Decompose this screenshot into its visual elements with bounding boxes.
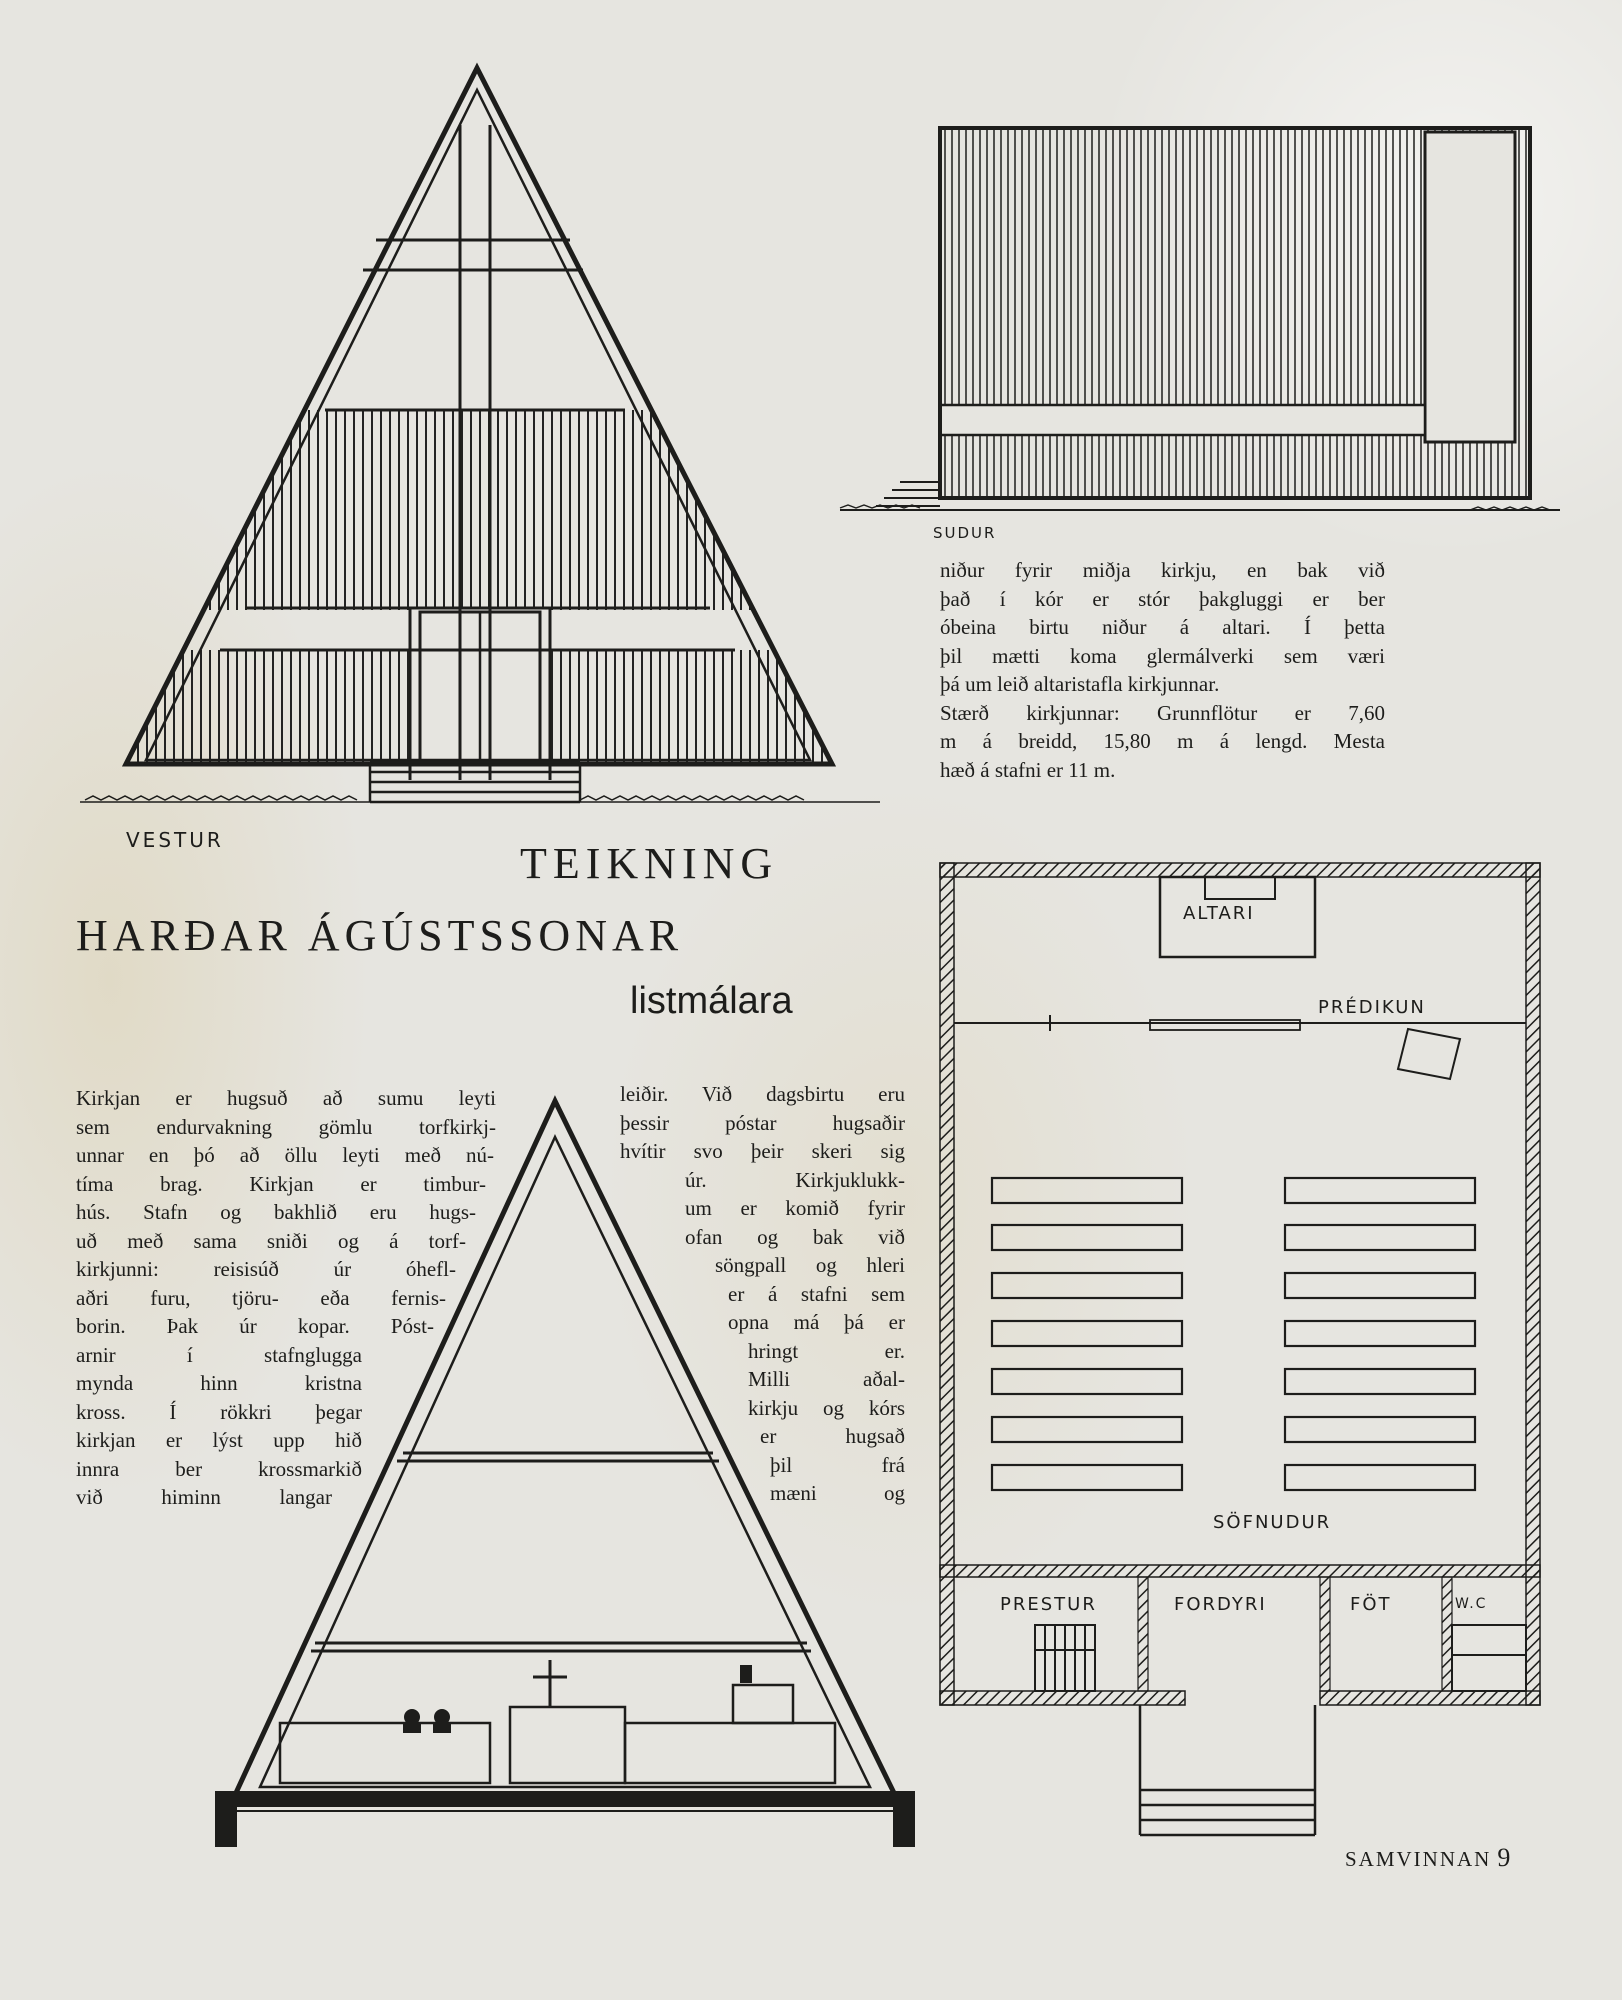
- text-line: aðri furu, tjöru- eða fernis-: [76, 1285, 446, 1310]
- title-line-2: HARÐAR ÁGÚSTSSONAR: [76, 911, 684, 960]
- text-line: er á stafni sem: [728, 1281, 905, 1306]
- text-line: uð með sama sniði og á torf-: [76, 1228, 466, 1253]
- text-line: hvítir svo þeir skeri sig: [620, 1139, 905, 1163]
- plan-label-fordyri: FORDYRI: [1174, 1594, 1267, 1615]
- text-line: ofan og bak við: [685, 1224, 905, 1249]
- text-line: tíma brag. Kirkjan er timbur-: [76, 1171, 486, 1196]
- text-line: kirkjunni: reisisúð úr óhefl-: [76, 1257, 456, 1281]
- text-line: arnir í stafnglugga: [76, 1342, 362, 1367]
- text-line: unnar en þó að öllu leyti með nú-: [76, 1143, 494, 1167]
- text-line: niður fyrir miðja kirkju, en bak við: [940, 558, 1385, 582]
- text-line: opna má þá er: [728, 1310, 905, 1334]
- floor-plan-drawing: [930, 855, 1550, 1865]
- text-line: hæð á stafni er 11 m.: [940, 757, 1116, 782]
- plan-label-wc: W.C: [1455, 1596, 1488, 1612]
- article-column-2: [620, 1080, 905, 1508]
- text-line: mæni og: [770, 1481, 905, 1505]
- text-line: söngpall og hleri: [715, 1253, 905, 1277]
- text-line: kross. Í rökkri þegar: [76, 1399, 362, 1424]
- text-line: um er komið fyrir: [685, 1196, 905, 1220]
- text-line: þá um leið altaristafla kirkjunnar.: [940, 672, 1220, 696]
- text-line: Stærð kirkjunnar: Grunnflötur er 7,60: [940, 700, 1385, 725]
- text-line: Kirkjan er hugsuð að sumu leyti: [76, 1086, 496, 1110]
- magazine-name: SAMVINNAN: [1345, 1847, 1492, 1871]
- text-line: leiðir. Við dagsbirtu eru: [620, 1082, 905, 1106]
- text-line: hús. Stafn og bakhlið eru hugs-: [76, 1200, 476, 1224]
- plan-label-altari: ALTARI: [1183, 903, 1255, 924]
- text-line: úr. Kirkjuklukk-: [685, 1167, 905, 1192]
- text-line: er hugsað: [760, 1424, 905, 1448]
- plan-label-fot: FÖT: [1350, 1594, 1392, 1615]
- south-elevation-drawing: [830, 110, 1570, 530]
- plan-label-predikun: PRÉDIKUN: [1318, 997, 1426, 1018]
- text-line: það í kór er stór þakgluggi er ber: [940, 586, 1385, 611]
- title-line-1: TEIKNING: [520, 839, 779, 888]
- text-line: kirkjan er lýst upp hið: [76, 1428, 362, 1452]
- text-line: m á breidd, 15,80 m á lengd. Mesta: [940, 729, 1385, 753]
- west-elevation-label: VESTUR: [126, 828, 224, 852]
- text-line: þil mætti koma glermálverki sem væri: [940, 643, 1385, 668]
- text-line: óbeina birtu niður á altari. Í þetta: [940, 615, 1385, 639]
- text-line: kirkju og kórs: [748, 1395, 905, 1420]
- text-line: hringt er.: [748, 1338, 905, 1363]
- page-number: 9: [1497, 1843, 1513, 1872]
- text-line: sem endurvakning gömlu torfkirkj-: [76, 1114, 496, 1139]
- text-line: Milli aðal-: [748, 1367, 905, 1391]
- text-line: þil frá: [770, 1452, 905, 1477]
- article-column-1: [76, 1084, 496, 1512]
- text-line: mynda hinn kristna: [76, 1371, 362, 1395]
- text-line: þessir póstar hugsaðir: [620, 1110, 905, 1135]
- south-elevation-label: SUDUR: [933, 524, 997, 542]
- plan-label-safnudur: SÖFNUDUR: [1213, 1512, 1332, 1533]
- text-line: borin. Þak úr kopar. Póst-: [76, 1314, 434, 1338]
- page-footer: [1345, 1843, 1512, 1873]
- article-column-3: [940, 556, 1385, 784]
- west-elevation-drawing: [80, 60, 880, 820]
- text-line: innra ber krossmarkið: [76, 1456, 362, 1481]
- text-line: við himinn langar: [76, 1485, 332, 1509]
- plan-label-prestur: PRESTUR: [1000, 1594, 1097, 1615]
- title-line-3: listmálara: [630, 980, 793, 1022]
